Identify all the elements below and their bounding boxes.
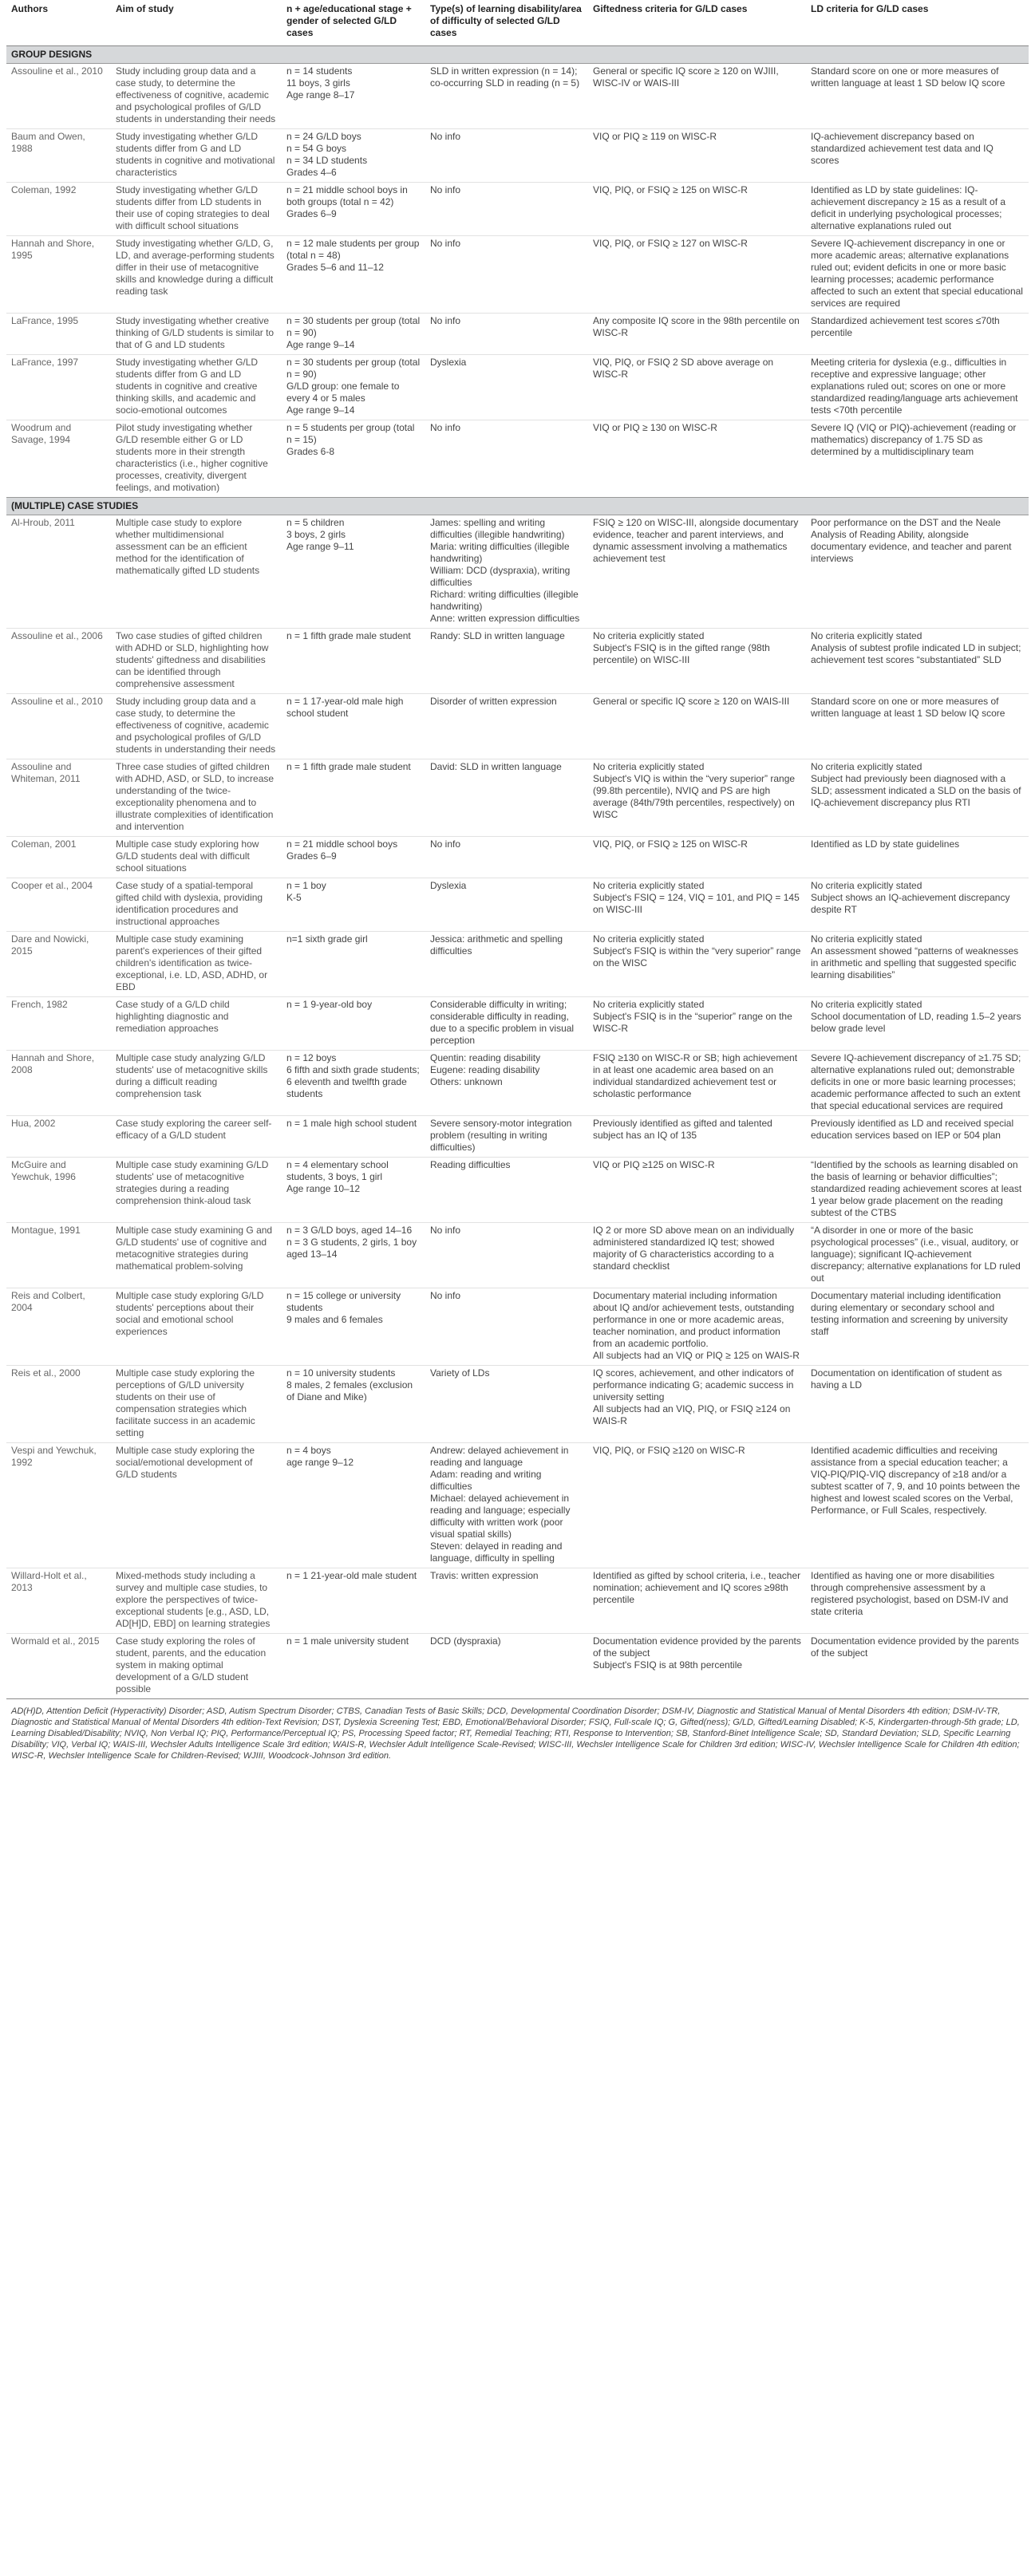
cell-ld-type: Reading difficulties xyxy=(425,1158,588,1223)
cell-ld-criteria: Identified as LD by state guidelines: IQ-achievement discrepancy ≥ 15 as a result of a deficit in underlying psychological processes; alternative explanations ruled out xyxy=(806,183,1029,236)
cell-aim: Study including group data and a case study, to determine the effectiveness of cognitive, academic and psychological profiles of G/LD students in understanding their needs xyxy=(111,64,282,129)
cell-ld-type: Quentin: reading disability Eugene: reading disability Others: unknown xyxy=(425,1051,588,1116)
cell-aim: Study investigating whether G/LD students differ from LD students in their use of coping strategies to deal with difficult school situations xyxy=(111,183,282,236)
header-ld-criteria: LD criteria for G/LD cases xyxy=(806,0,1029,46)
table-row xyxy=(6,997,1029,1051)
cell-authors: Hannah and Shore, 2008 xyxy=(6,1051,111,1116)
cell-giftedness-criteria: IQ scores, achievement, and other indicators of performance indicating G; academic success in university setting All subjects had an VIQ, PIQ, or FSIQ ≥124 on WAIS-R xyxy=(588,1366,806,1443)
cell-authors: Coleman, 1992 xyxy=(6,183,111,236)
cell-ld-type: David: SLD in written language xyxy=(425,759,588,837)
cell-ld-criteria: No criteria explicitly stated Subject had previously been diagnosed with a SLD; assessment indicated a SLD on the basis of IQ-achievement discrepancy plus RTI xyxy=(806,759,1029,837)
cell-ld-type: Jessica: arithmetic and spelling difficulties xyxy=(425,932,588,997)
cell-aim: Multiple case study examining G/LD students' use of metacognitive strategies during a reading comprehension think-aloud task xyxy=(111,1158,282,1223)
cell-ld-criteria: Poor performance on the DST and the Neale Analysis of Reading Ability, alongside documentary evidence, and teacher and parent interviews xyxy=(806,515,1029,629)
cell-sample: n = 1 fifth grade male student xyxy=(282,629,425,694)
cell-sample: n = 15 college or university students 9 males and 6 females xyxy=(282,1288,425,1366)
cell-sample: n = 5 children 3 boys, 2 girls Age range 9–11 xyxy=(282,515,425,629)
cell-giftedness-criteria: VIQ, PIQ, or FSIQ ≥ 125 on WISC-R xyxy=(588,183,806,236)
cell-authors: Hannah and Shore, 1995 xyxy=(6,236,111,314)
cell-aim: Three case studies of gifted children with ADHD, ASD, or SLD, to increase understanding of the twice-exceptionality phenomena and to illustrate complexities of identification and intervention xyxy=(111,759,282,837)
cell-authors: McGuire and Yewchuk, 1996 xyxy=(6,1158,111,1223)
cell-sample: n = 1 17-year-old male high school student xyxy=(282,694,425,759)
cell-sample: n = 21 middle school boys in both groups (total n = 42) Grades 6–9 xyxy=(282,183,425,236)
table-row xyxy=(6,694,1029,759)
cell-sample: n = 10 university students 8 males, 2 females (exclusion of Diane and Mike) xyxy=(282,1366,425,1443)
cell-sample: n = 1 male high school student xyxy=(282,1116,425,1158)
cell-ld-criteria: Documentation evidence provided by the parents of the subject xyxy=(806,1634,1029,1699)
cell-aim: Multiple case study exploring the perceptions of G/LD university students on their use of compensation strategies which facilitate success in an academic setting xyxy=(111,1366,282,1443)
cell-authors: Al-Hroub, 2011 xyxy=(6,515,111,629)
cell-ld-criteria: “Identified by the schools as learning disabled on the basis of learning or behavior difficulties”; standardized reading achievement scores at least 1 year below grade placement on the reading subtest of the CTBS xyxy=(806,1158,1029,1223)
table-row xyxy=(6,355,1029,420)
cell-aim: Multiple case study examining parent's experiences of their gifted children's identification as twice-exceptional, i.e. LD, ASD, ADHD, or EBD xyxy=(111,932,282,997)
cell-giftedness-criteria: No criteria explicitly stated Subject's FSIQ = 124, VIQ = 101, and PIQ = 145 on WISC-III xyxy=(588,878,806,932)
section-header-row xyxy=(6,498,1029,515)
cell-ld-type: SLD in written expression (n = 14); co-occurring SLD in reading (n = 5) xyxy=(425,64,588,129)
table-row xyxy=(6,1366,1029,1443)
cell-aim: Two case studies of gifted children with ADHD or SLD, highlighting how students' giftedness and disabilities can be identified through comprehensive assessment xyxy=(111,629,282,694)
cell-giftedness-criteria: Documentary material including information about IQ and/or achievement tests, outstanding performance in one or more academic areas, teacher nomination, and product information from an academic portfolio. All subjects had an VIQ or PIQ ≥ 125 on WAIS-R xyxy=(588,1288,806,1366)
cell-aim: Multiple case study exploring how G/LD students deal with difficult school situations xyxy=(111,837,282,878)
table-row xyxy=(6,515,1029,629)
document-page xyxy=(6,0,1029,1761)
cell-authors: Cooper et al., 2004 xyxy=(6,878,111,932)
cell-ld-type: Disorder of written expression xyxy=(425,694,588,759)
cell-ld-criteria: Meeting criteria for dyslexia (e.g., difficulties in receptive and expressive language; other explanations ruled out; scores on one or more standardized reading/language arts achievement tests <70th percentile xyxy=(806,355,1029,420)
header-sample: n + age/educational stage + gender of selected G/LD cases xyxy=(282,0,425,46)
cell-sample: n = 1 male university student xyxy=(282,1634,425,1699)
cell-aim: Study investigating whether G/LD, G, LD, and average-performing students differ in their use of metacognitive skills and knowledge during a difficult reading task xyxy=(111,236,282,314)
cell-sample: n=1 sixth grade girl xyxy=(282,932,425,997)
table-row xyxy=(6,236,1029,314)
cell-aim: Study investigating whether G/LD students differ from G and LD students in cognitive and motivational characteristics xyxy=(111,129,282,183)
cell-giftedness-criteria: VIQ or PIQ ≥ 130 on WISC-R xyxy=(588,420,806,498)
cell-authors: Coleman, 2001 xyxy=(6,837,111,878)
cell-sample: n = 30 students per group (total n = 90) Age range 9–14 xyxy=(282,314,425,355)
cell-ld-type: Randy: SLD in written language xyxy=(425,629,588,694)
cell-ld-criteria: Previously identified as LD and received special education services based on IEP or 504 plan xyxy=(806,1116,1029,1158)
table-row xyxy=(6,1568,1029,1634)
cell-authors: Hua, 2002 xyxy=(6,1116,111,1158)
table-row xyxy=(6,1051,1029,1116)
section-title: GROUP DESIGNS xyxy=(6,46,1029,64)
table-row xyxy=(6,1443,1029,1568)
cell-aim: Case study exploring the career self-efficacy of a G/LD student xyxy=(111,1116,282,1158)
cell-giftedness-criteria: VIQ, PIQ, or FSIQ ≥ 127 on WISC-R xyxy=(588,236,806,314)
cell-ld-type: No info xyxy=(425,236,588,314)
cell-aim: Mixed-methods study including a survey and multiple case studies, to explore the perspectives of twice-exceptional students [e.g., ASD, LD, AD[H]D, EBD] on learning strategies xyxy=(111,1568,282,1634)
table-row xyxy=(6,64,1029,129)
cell-giftedness-criteria: FSIQ ≥ 120 on WISC-III, alongside documentary evidence, teacher and parent interviews, and dynamic assessment involving a mathematics achievement test xyxy=(588,515,806,629)
cell-giftedness-criteria: No criteria explicitly stated Subject's FSIQ is in the gifted range (98th percentile) on WISC-III xyxy=(588,629,806,694)
cell-ld-criteria: Severe IQ-achievement discrepancy of ≥1.75 SD; alternative explanations ruled out; demonstrable deficits in one or more basic learning processes; academic performance affected to such an extent that special educational services are required xyxy=(806,1051,1029,1116)
studies-table xyxy=(6,0,1029,1698)
cell-sample: n = 1 9-year-old boy xyxy=(282,997,425,1051)
table-row xyxy=(6,129,1029,183)
cell-authors: Reis et al., 2000 xyxy=(6,1366,111,1443)
cell-ld-type: Andrew: delayed achievement in reading and language Adam: reading and writing difficulties Michael: delayed achievement in reading and language; especially difficulty with written work (poor visual spatial skills) Steven: delayed in reading and language, difficulty in spelling xyxy=(425,1443,588,1568)
cell-authors: Willard-Holt et al., 2013 xyxy=(6,1568,111,1634)
cell-ld-type: No info xyxy=(425,837,588,878)
cell-sample: n = 3 G/LD boys, aged 14–16 n = 3 G students, 2 girls, 1 boy aged 13–14 xyxy=(282,1223,425,1288)
cell-sample: n = 21 middle school boys Grades 6–9 xyxy=(282,837,425,878)
cell-ld-criteria: Identified as having one or more disabilities through comprehensive assessment by a registered psychologist, based on DSM-IV and state criteria xyxy=(806,1568,1029,1634)
cell-authors: French, 1982 xyxy=(6,997,111,1051)
cell-sample: n = 14 students 11 boys, 3 girls Age range 8–17 xyxy=(282,64,425,129)
table-row xyxy=(6,420,1029,498)
cell-ld-criteria: “A disorder in one or more of the basic psychological processes” (i.e., visual, auditory, or language); significant IQ-achievement discrepancy; alternative explanations for LD ruled out xyxy=(806,1223,1029,1288)
cell-giftedness-criteria: Previously identified as gifted and talented subject has an IQ of 135 xyxy=(588,1116,806,1158)
section-title: (MULTIPLE) CASE STUDIES xyxy=(6,498,1029,515)
cell-giftedness-criteria: VIQ, PIQ, or FSIQ 2 SD above average on WISC-R xyxy=(588,355,806,420)
cell-sample: n = 24 G/LD boys n = 54 G boys n = 34 LD students Grades 4–6 xyxy=(282,129,425,183)
cell-ld-criteria: Identified as LD by state guidelines xyxy=(806,837,1029,878)
cell-aim: Multiple case study exploring the social/emotional development of G/LD students xyxy=(111,1443,282,1568)
cell-aim: Multiple case study exploring G/LD students' perceptions about their social and emotional school experiences xyxy=(111,1288,282,1366)
cell-ld-type: Dyslexia xyxy=(425,878,588,932)
cell-giftedness-criteria: Any composite IQ score in the 98th percentile on WISC-R xyxy=(588,314,806,355)
cell-aim: Multiple case study analyzing G/LD students' use of metacognitive skills during a difficult reading comprehension task xyxy=(111,1051,282,1116)
cell-ld-criteria: IQ-achievement discrepancy based on standardized achievement test data and IQ scores xyxy=(806,129,1029,183)
cell-giftedness-criteria: General or specific IQ score ≥ 120 on WAIS-III xyxy=(588,694,806,759)
cell-giftedness-criteria: IQ 2 or more SD above mean on an individually administered standardized IQ test; showed majority of G characteristics according to a standard checklist xyxy=(588,1223,806,1288)
cell-aim: Case study exploring the roles of student, parents, and the education system in making optimal development of a G/LD student possible xyxy=(111,1634,282,1699)
cell-aim: Case study of a spatial-temporal gifted child with dyslexia, providing identification procedures and instructional approaches xyxy=(111,878,282,932)
cell-ld-criteria: Identified academic difficulties and receiving assistance from a special education teacher; a VIQ-PIQ/PIQ-VIQ discrepancy of ≥18 and/or a subtest scatter of 7, 9, and 10 points between the highest and lowest scaled scores on the Verbal, Performance, or Full Scales, respectively. xyxy=(806,1443,1029,1568)
cell-giftedness-criteria: Documentation evidence provided by the parents of the subject Subject's FSIQ is at 98th percentile xyxy=(588,1634,806,1699)
header-ld-type: Type(s) of learning disability/area of difficulty of selected G/LD cases xyxy=(425,0,588,46)
cell-ld-type: No info xyxy=(425,1288,588,1366)
cell-ld-type: Variety of LDs xyxy=(425,1366,588,1443)
table-row xyxy=(6,183,1029,236)
table-row xyxy=(6,1158,1029,1223)
table-row xyxy=(6,629,1029,694)
cell-ld-criteria: Severe IQ-achievement discrepancy in one or more academic areas; alternative explanations ruled out; evident deficits in one or more basic learning processes; academic performance affected to such an extent that special educational services are required xyxy=(806,236,1029,314)
cell-authors: Assouline et al., 2010 xyxy=(6,64,111,129)
section-header-row xyxy=(6,46,1029,64)
cell-ld-type: No info xyxy=(425,129,588,183)
cell-authors: Dare and Nowicki, 2015 xyxy=(6,932,111,997)
cell-giftedness-criteria: No criteria explicitly stated Subject's FSIQ is in the “superior” range on the WISC-R xyxy=(588,997,806,1051)
cell-giftedness-criteria: VIQ, PIQ, or FSIQ ≥ 125 on WISC-R xyxy=(588,837,806,878)
cell-ld-type: No info xyxy=(425,183,588,236)
cell-ld-criteria: Documentation on identification of student as having a LD xyxy=(806,1366,1029,1443)
table-row xyxy=(6,1223,1029,1288)
cell-sample: n = 4 elementary school students, 3 boys, 1 girl Age range 10–12 xyxy=(282,1158,425,1223)
cell-giftedness-criteria: Identified as gifted by school criteria, i.e., teacher nomination; achievement and IQ scores ≥98th percentile xyxy=(588,1568,806,1634)
cell-authors: Vespi and Yewchuk, 1992 xyxy=(6,1443,111,1568)
cell-authors: Woodrum and Savage, 1994 xyxy=(6,420,111,498)
cell-giftedness-criteria: No criteria explicitly stated Subject's VIQ is within the “very superior” range (99.8th percentile), NVIQ and PS are high average (84th/79th percentiles, respectively) on WISC xyxy=(588,759,806,837)
cell-authors: Assouline et al., 2010 xyxy=(6,694,111,759)
cell-authors: LaFrance, 1997 xyxy=(6,355,111,420)
table-body xyxy=(6,46,1029,1699)
table-row xyxy=(6,1288,1029,1366)
cell-aim: Study including group data and a case study, to determine the effectiveness of cognitive, academic and psychological profiles of G/LD students in understanding their needs xyxy=(111,694,282,759)
cell-ld-criteria: Documentary material including identification during elementary or secondary school and testing information and screening by university staff xyxy=(806,1288,1029,1366)
cell-sample: n = 1 boy K-5 xyxy=(282,878,425,932)
cell-ld-criteria: No criteria explicitly stated An assessment showed “patterns of weaknesses in arithmetic and spelling that suggested specific learning disabilities” xyxy=(806,932,1029,997)
cell-ld-criteria: Standard score on one or more measures of written language at least 1 SD below IQ score xyxy=(806,694,1029,759)
cell-aim: Multiple case study to explore whether multidimensional assessment can be an efficient method for the identification of mathematically gifted LD students xyxy=(111,515,282,629)
cell-ld-type: No info xyxy=(425,420,588,498)
cell-ld-criteria: Standardized achievement test scores ≤70th percentile xyxy=(806,314,1029,355)
cell-aim: Multiple case study examining G and G/LD students' use of cognitive and metacognitive strategies during mathematical problem-solving xyxy=(111,1223,282,1288)
cell-authors: Assouline et al., 2006 xyxy=(6,629,111,694)
table-row xyxy=(6,1116,1029,1158)
cell-sample: n = 5 students per group (total n = 15) Grades 6-8 xyxy=(282,420,425,498)
cell-authors: Wormald et al., 2015 xyxy=(6,1634,111,1699)
cell-aim: Case study of a G/LD child highlighting diagnostic and remediation approaches xyxy=(111,997,282,1051)
cell-sample: n = 4 boys age range 9–12 xyxy=(282,1443,425,1568)
cell-ld-type: Severe sensory-motor integration problem (resulting in writing difficulties) xyxy=(425,1116,588,1158)
cell-ld-type: James: spelling and writing difficulties (illegible handwriting) Maria: writing difficulties (illegible handwriting) William: DCD (dyspraxia), writing difficulties Richard: writing difficulties (illegible handwriting) Anne: written expression difficulties xyxy=(425,515,588,629)
cell-ld-type: Considerable difficulty in writing; considerable difficulty in reading, due to a specific problem in visual perception xyxy=(425,997,588,1051)
cell-aim: Study investigating whether G/LD students differ from G and LD students in cognitive and creative thinking skills, and academic and socio-emotional outcomes xyxy=(111,355,282,420)
cell-authors: Baum and Owen, 1988 xyxy=(6,129,111,183)
cell-ld-type: No info xyxy=(425,1223,588,1288)
header-authors: Authors xyxy=(6,0,111,46)
table-row xyxy=(6,759,1029,837)
table-row xyxy=(6,314,1029,355)
cell-giftedness-criteria: General or specific IQ score ≥ 120 on WJIII, WISC-IV or WAIS-III xyxy=(588,64,806,129)
table-row xyxy=(6,932,1029,997)
cell-authors: Reis and Colbert, 2004 xyxy=(6,1288,111,1366)
cell-authors: LaFrance, 1995 xyxy=(6,314,111,355)
table-row xyxy=(6,1634,1029,1699)
cell-ld-type: No info xyxy=(425,314,588,355)
cell-sample: n = 30 students per group (total n = 90) G/LD group: one female to every 4 or 5 males Age range 9–14 xyxy=(282,355,425,420)
header-giftedness-criteria: Giftedness criteria for G/LD cases xyxy=(588,0,806,46)
table-row xyxy=(6,878,1029,932)
cell-giftedness-criteria: VIQ or PIQ ≥125 on WISC-R xyxy=(588,1158,806,1223)
cell-giftedness-criteria: No criteria explicitly stated Subject's FSIQ is within the “very superior” range on the WISC xyxy=(588,932,806,997)
cell-ld-type: Travis: written expression xyxy=(425,1568,588,1634)
cell-ld-criteria: No criteria explicitly stated School documentation of LD, reading 1.5–2 years below grade level xyxy=(806,997,1029,1051)
cell-giftedness-criteria: FSIQ ≥130 on WISC-R or SB; high achievement in at least one academic area based on an individual standardized achievement test or scholastic performance xyxy=(588,1051,806,1116)
cell-ld-criteria: Severe IQ (VIQ or PIQ)-achievement (reading or mathematics) discrepancy of 1.75 SD as determined by a multidisciplinary team xyxy=(806,420,1029,498)
cell-ld-criteria: No criteria explicitly stated Analysis of subtest profile indicated LD in subject; achievement test scores “substantiated” SLD xyxy=(806,629,1029,694)
cell-aim: Study investigating whether creative thinking of G/LD students is similar to that of G and LD students xyxy=(111,314,282,355)
abbreviations-footnote: AD(H)D, Attention Deficit (Hyperactivity) Disorder; ASD, Autism Spectrum Disorder; CTBS, Canadian Tests of Basic Skills; DCD, Developmental Coordination Disorder; DSM-IV, Diagnostic and Statistical Manual of Mental Disorders 4th edition; DSM-IV-TR, Diagnostic and Statistical Manual of Mental Disorders 4th edition-Text Revision; DST, Dyslexia Screening Test; EBD, Emotional/Behavioral Disorder; FSIQ, Full-scale IQ; G, Gifted(ness); G/LD, Gifted/Learning Disabled; K-5, Kindergarten-through-5th grade; LD, Learning Disabled/Disability; NVIQ, Non Verbal IQ; PIQ, Performance/Perceptual IQ; PS, Processing Speed factor; RT, Remedial Teaching; RTI, Response to Intervention; SB, Stanford-Binet Intelligence Scale; SD, Standard Deviation; SLD, Specific Learning Disability; VIQ, Verbal IQ; WAIS-III, Wechsler Adults Intelligence Scale 3rd edition; WAIS-R, Wechsler Adult Intelligence Scale-Revised; WISC-III, Wechsler Intelligence Scale for Children 3rd edition; WISC-IV, Wechsler Intelligence Scale for Children 4th edition; WISC-R, Wechsler Intelligence Scale for Children-Revised; WJIII, Woodcock-Johnson 3rd edition. xyxy=(6,1698,1029,1761)
cell-authors: Montague, 1991 xyxy=(6,1223,111,1288)
cell-ld-type: Dyslexia xyxy=(425,355,588,420)
cell-giftedness-criteria: VIQ, PIQ, or FSIQ ≥120 on WISC-R xyxy=(588,1443,806,1568)
cell-sample: n = 1 fifth grade male student xyxy=(282,759,425,837)
cell-aim: Pilot study investigating whether G/LD resemble either G or LD students more in their strength characteristics (i.e., higher cognitive processes, creativity, divergent feelings, and motivation) xyxy=(111,420,282,498)
header-row xyxy=(6,0,1029,46)
table-row xyxy=(6,837,1029,878)
cell-authors: Assouline and Whiteman, 2011 xyxy=(6,759,111,837)
cell-ld-criteria: No criteria explicitly stated Subject shows an IQ-achievement discrepancy despite RT xyxy=(806,878,1029,932)
cell-sample: n = 1 21-year-old male student xyxy=(282,1568,425,1634)
header-aim: Aim of study xyxy=(111,0,282,46)
cell-giftedness-criteria: VIQ or PIQ ≥ 119 on WISC-R xyxy=(588,129,806,183)
cell-sample: n = 12 male students per group (total n = 48) Grades 5–6 and 11–12 xyxy=(282,236,425,314)
cell-ld-type: DCD (dyspraxia) xyxy=(425,1634,588,1699)
cell-ld-criteria: Standard score on one or more measures of written language at least 1 SD below IQ score xyxy=(806,64,1029,129)
cell-sample: n = 12 boys 6 fifth and sixth grade students; 6 eleventh and twelfth grade students xyxy=(282,1051,425,1116)
